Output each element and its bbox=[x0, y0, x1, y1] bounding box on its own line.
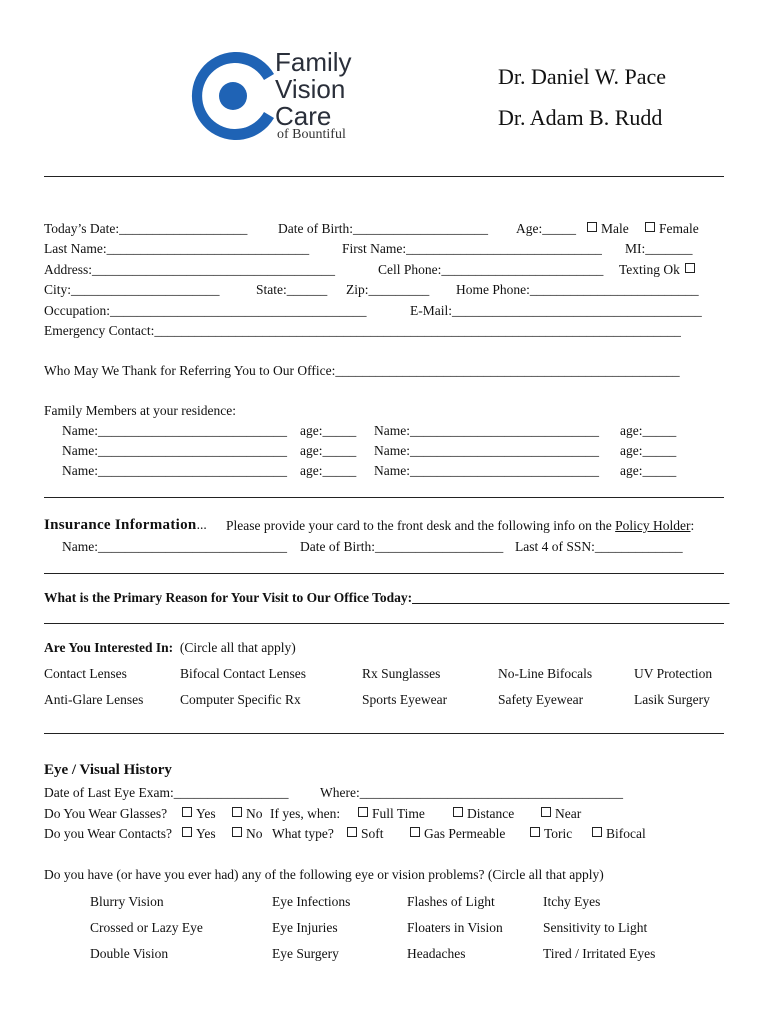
insurance-name-field[interactable]: Name:____________________________ bbox=[62, 539, 287, 554]
divider bbox=[44, 176, 724, 177]
contacts-yes-checkbox[interactable] bbox=[182, 826, 216, 842]
problem-option[interactable]: Itchy Eyes bbox=[543, 894, 601, 909]
logo-tagline: of Bountiful bbox=[277, 127, 346, 142]
problem-option[interactable]: Eye Infections bbox=[272, 894, 351, 909]
problem-option[interactable]: Crossed or Lazy Eye bbox=[90, 920, 203, 935]
no-label: No bbox=[246, 826, 263, 841]
where-field[interactable]: Where:_______________________________________ bbox=[320, 785, 623, 800]
family-age-field[interactable]: age:_____ bbox=[300, 423, 357, 438]
checkbox-icon[interactable] bbox=[453, 807, 463, 817]
soft-label: Soft bbox=[361, 826, 384, 841]
insurance-title: Insurance Information bbox=[44, 517, 197, 533]
logo-word-family: Family bbox=[275, 47, 352, 77]
contacts-question: Do you Wear Contacts? bbox=[44, 826, 173, 841]
last-exam-field[interactable]: Date of Last Eye Exam:_________________ bbox=[44, 785, 289, 800]
male-checkbox[interactable] bbox=[587, 221, 629, 237]
visit-reason-field[interactable]: What is the Primary Reason for Your Visit to Our Office Today:_______________________________________________ bbox=[44, 590, 730, 605]
address-field[interactable]: Address:____________________________________ bbox=[44, 262, 335, 277]
female-label: Female bbox=[659, 221, 699, 236]
checkbox-icon[interactable] bbox=[347, 827, 357, 837]
family-name-field[interactable]: Name:____________________________ bbox=[62, 443, 287, 458]
glasses-no-checkbox[interactable] bbox=[232, 806, 263, 822]
family-name-field[interactable]: Name:____________________________ bbox=[374, 423, 599, 438]
checkbox-icon[interactable] bbox=[182, 827, 192, 837]
cell-phone-field[interactable]: Cell Phone:________________________ bbox=[378, 262, 604, 277]
interests-title: Are You Interested In: bbox=[44, 640, 174, 655]
policy-holder-label: Policy Holder bbox=[615, 518, 691, 533]
checkbox-icon[interactable] bbox=[232, 827, 242, 837]
logo-mark bbox=[186, 50, 278, 142]
texting-ok-checkbox[interactable] bbox=[619, 262, 699, 278]
family-name-field[interactable]: Name:____________________________ bbox=[374, 463, 599, 478]
family-heading: Family Members at your residence: bbox=[44, 403, 236, 418]
checkbox-icon[interactable] bbox=[530, 827, 540, 837]
interest-option[interactable]: Computer Specific Rx bbox=[180, 692, 301, 707]
city-field[interactable]: City:______________________ bbox=[44, 282, 220, 297]
toric-checkbox[interactable] bbox=[530, 826, 572, 842]
problem-option[interactable]: Eye Injuries bbox=[272, 920, 338, 935]
distance-checkbox[interactable] bbox=[453, 806, 514, 822]
doctor-name-2: Dr. Adam B. Rudd bbox=[498, 105, 663, 130]
female-checkbox[interactable] bbox=[645, 221, 699, 237]
checkbox-icon[interactable] bbox=[587, 222, 597, 232]
family-age-field[interactable]: age:_____ bbox=[300, 443, 357, 458]
family-name-field[interactable]: Name:____________________________ bbox=[374, 443, 599, 458]
checkbox-icon[interactable] bbox=[541, 807, 551, 817]
problem-option[interactable]: Blurry Vision bbox=[90, 894, 164, 909]
no-label: No bbox=[246, 806, 263, 821]
contacts-no-checkbox[interactable] bbox=[232, 826, 263, 842]
age-field[interactable]: Age:_____ bbox=[516, 221, 576, 236]
problem-option[interactable]: Sensitivity to Light bbox=[543, 920, 648, 935]
first-name-field[interactable]: First Name:_____________________________ bbox=[342, 241, 602, 256]
family-name-field[interactable]: Name:____________________________ bbox=[62, 463, 287, 478]
insurance-ssn-field[interactable]: Last 4 of SSN:_____________ bbox=[515, 539, 683, 554]
divider bbox=[44, 623, 724, 624]
interest-option[interactable]: Rx Sunglasses bbox=[362, 666, 441, 681]
zip-field[interactable]: Zip:_________ bbox=[346, 282, 430, 297]
family-age-field[interactable]: age:_____ bbox=[620, 443, 677, 458]
interest-option[interactable]: Contact Lenses bbox=[44, 666, 127, 681]
dob-field[interactable]: Date of Birth:____________________ bbox=[278, 221, 488, 236]
family-age-field[interactable]: age:_____ bbox=[620, 463, 677, 478]
gas-permeable-checkbox[interactable] bbox=[410, 826, 505, 842]
history-title: Eye / Visual History bbox=[44, 762, 172, 778]
divider bbox=[44, 573, 724, 574]
state-field[interactable]: State:______ bbox=[256, 282, 328, 297]
referral-field[interactable]: Who May We Thank for Referring You to Our Office:___________________________________________________ bbox=[44, 363, 680, 378]
checkbox-icon[interactable] bbox=[232, 807, 242, 817]
yes-label: Yes bbox=[196, 826, 216, 841]
interest-option[interactable]: Safety Eyewear bbox=[498, 692, 584, 707]
family-name-field[interactable]: Name:____________________________ bbox=[62, 423, 287, 438]
insurance-ellipsis: ... bbox=[196, 517, 207, 532]
divider bbox=[44, 497, 724, 498]
problem-option[interactable]: Eye Surgery bbox=[272, 946, 339, 961]
problem-option[interactable]: Double Vision bbox=[90, 946, 169, 961]
interest-option[interactable]: UV Protection bbox=[634, 666, 713, 681]
glasses-question: Do You Wear Glasses? bbox=[44, 806, 168, 821]
bifocal-checkbox[interactable] bbox=[592, 826, 646, 842]
email-field[interactable]: E-Mail:_____________________________________ bbox=[410, 303, 702, 318]
soft-checkbox[interactable] bbox=[347, 826, 384, 842]
problem-option[interactable]: Flashes of Light bbox=[407, 894, 495, 909]
insurance-note-text: Please provide your card to the front desk and the following info on the bbox=[226, 518, 612, 533]
problem-option[interactable]: Headaches bbox=[407, 946, 466, 961]
near-checkbox[interactable] bbox=[541, 806, 581, 822]
near-label: Near bbox=[555, 806, 582, 821]
interest-option[interactable]: Bifocal Contact Lenses bbox=[180, 666, 306, 681]
doctor-name-1: Dr. Daniel W. Pace bbox=[498, 64, 667, 89]
texting-ok-label: Texting Ok bbox=[619, 262, 680, 277]
problem-option[interactable]: Tired / Irritated Eyes bbox=[543, 946, 656, 961]
checkbox-icon[interactable] bbox=[592, 827, 602, 837]
problem-option[interactable]: Floaters in Vision bbox=[407, 920, 503, 935]
problems-question: Do you have (or have you ever had) any of the following eye or vision problems? (Circle all that apply) bbox=[44, 867, 604, 882]
insurance-dob-field[interactable]: Date of Birth:___________________ bbox=[300, 539, 504, 554]
insurance-note-colon: : bbox=[690, 518, 695, 533]
full-time-label: Full Time bbox=[372, 806, 425, 821]
interests-hint: (Circle all that apply) bbox=[179, 640, 296, 655]
family-age-field[interactable]: age:_____ bbox=[300, 463, 357, 478]
insurance-heading-row bbox=[44, 517, 207, 533]
interest-option[interactable]: No-Line Bifocals bbox=[498, 666, 593, 681]
home-phone-field[interactable]: Home Phone:_________________________ bbox=[456, 282, 699, 297]
divider bbox=[44, 733, 724, 734]
mi-field[interactable]: MI:_______ bbox=[625, 241, 693, 256]
toric-label: Toric bbox=[544, 826, 573, 841]
checkbox-icon[interactable] bbox=[645, 222, 655, 232]
distance-label: Distance bbox=[467, 806, 515, 821]
insurance-note bbox=[226, 518, 694, 534]
male-label: Male bbox=[601, 221, 629, 236]
logo-word-care: Care bbox=[275, 101, 332, 131]
checkbox-icon[interactable] bbox=[358, 807, 368, 817]
interest-option[interactable]: Lasik Surgery bbox=[634, 692, 710, 707]
interest-option[interactable]: Anti-Glare Lenses bbox=[44, 692, 144, 707]
occupation-field[interactable]: Occupation:______________________________________ bbox=[44, 303, 367, 318]
checkbox-icon[interactable] bbox=[182, 807, 192, 817]
bifocal-label: Bifocal bbox=[606, 826, 646, 841]
glasses-yes-checkbox[interactable] bbox=[182, 806, 216, 822]
interest-option[interactable]: Sports Eyewear bbox=[362, 692, 448, 707]
last-name-field[interactable]: Last Name:______________________________ bbox=[44, 241, 310, 256]
what-type-label: What type? bbox=[272, 826, 334, 841]
checkbox-icon[interactable] bbox=[410, 827, 420, 837]
if-yes-label: If yes, when: bbox=[270, 806, 341, 821]
logo-word-vision: Vision bbox=[275, 74, 346, 104]
family-age-field[interactable]: age:_____ bbox=[620, 423, 677, 438]
gas-permeable-label: Gas Permeable bbox=[424, 826, 506, 841]
yes-label: Yes bbox=[196, 806, 216, 821]
todays-date-field[interactable]: Today’s Date:___________________ bbox=[44, 221, 248, 236]
checkbox-icon[interactable] bbox=[685, 263, 695, 273]
emergency-contact-field[interactable]: Emergency Contact:______________________________________________________________________________ bbox=[44, 323, 681, 338]
interests-heading bbox=[44, 640, 296, 656]
full-time-checkbox[interactable] bbox=[358, 806, 425, 822]
